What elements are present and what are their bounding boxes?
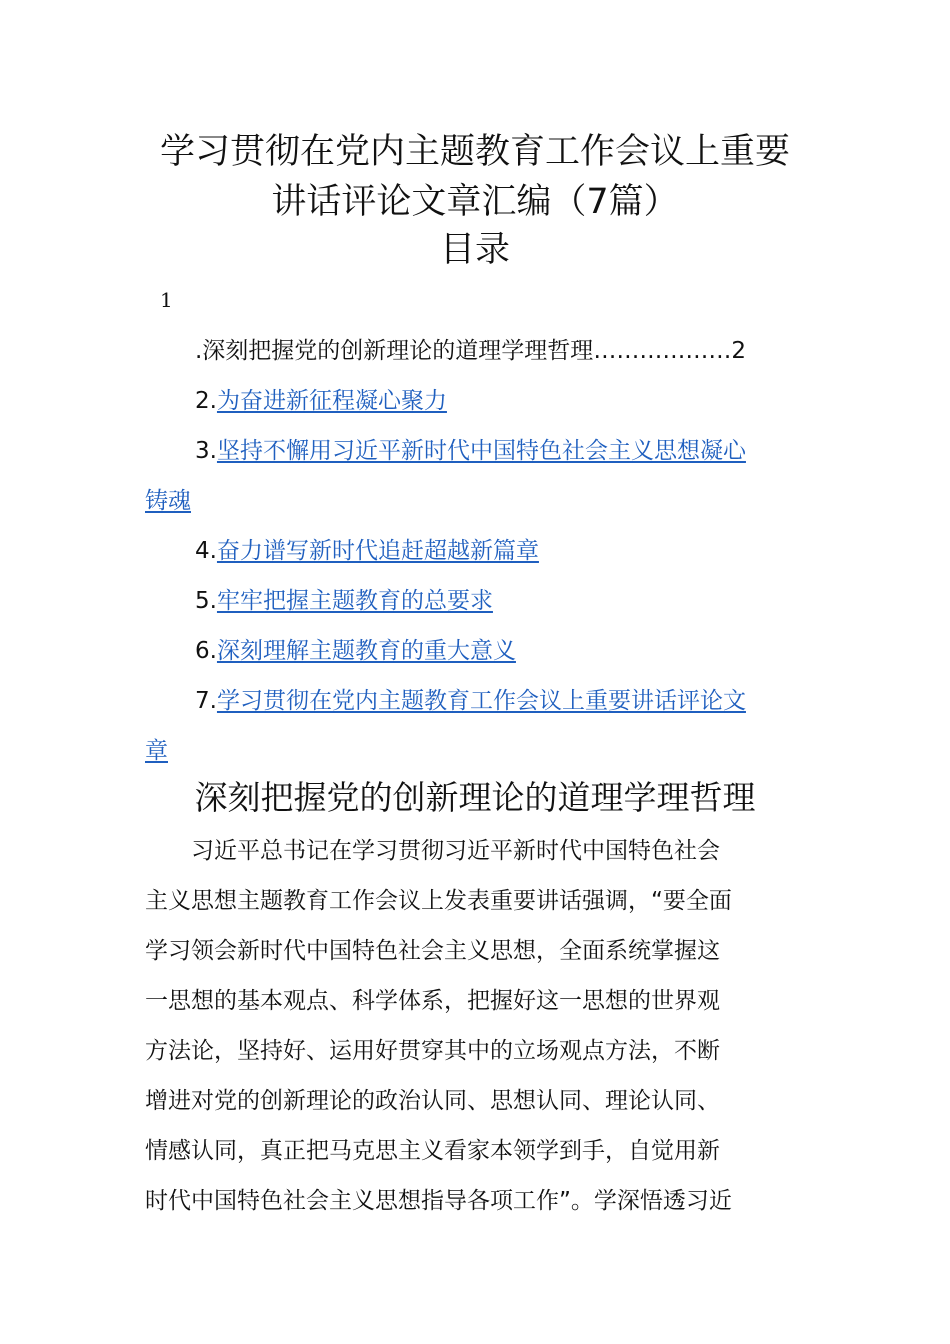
document-title-line-1: 学习贯彻在党内主题教育工作会议上重要	[159, 132, 790, 172]
body-text-line: 增进对党的创新理论的政治认同、思想认同、理论认同、	[145, 1088, 720, 1114]
toc-item-number: 5.	[195, 588, 217, 614]
body-text-line: 情感认同，真正把马克思主义看家本领学到手，自觉用新	[145, 1138, 720, 1164]
body-text-line: 主义思想主题教育工作会议上发表重要讲话强调，“要全面	[145, 888, 732, 914]
toc-item-5[interactable]	[145, 576, 815, 626]
body-text-line: 习近平总书记在学习贯彻习近平新时代中国特色社会	[191, 838, 720, 864]
toc-item-3[interactable]	[145, 426, 815, 476]
toc-item-number: 6.	[195, 638, 217, 664]
toc-link[interactable]: 深刻理解主题教育的重大意义	[216, 638, 516, 664]
toc-item-number: 3.	[195, 438, 217, 464]
toc-item-number: 7.	[195, 688, 217, 714]
toc-leader-dots: ………………	[593, 338, 732, 364]
toc-page-number: 2	[731, 338, 746, 364]
toc-link[interactable]: 坚持不懈用习近平新时代中国特色社会主义思想凝心	[216, 438, 746, 464]
toc-link[interactable]: 为奋进新征程凝心聚力	[216, 388, 447, 414]
body-text-line: 一思想的基本观点、科学体系，把握好这一思想的世界观	[145, 988, 720, 1014]
body-text-line: 学习领会新时代中国特色社会主义思想，全面系统掌握这	[145, 938, 720, 964]
toc-marker: 1	[160, 288, 173, 312]
toc-item-2[interactable]	[145, 376, 815, 426]
toc-heading: 目录	[439, 230, 510, 270]
toc-link-continued[interactable]: 铸魂	[145, 488, 191, 514]
toc-item-4[interactable]	[145, 526, 815, 576]
toc-item-number: 2.	[195, 388, 217, 414]
toc-item-3-continued[interactable]	[145, 476, 815, 526]
body-text-line: 时代中国特色社会主义思想指导各项工作”。学深悟透习近	[145, 1188, 732, 1214]
toc-item-number: 4.	[195, 538, 217, 564]
toc-item-7[interactable]	[145, 676, 815, 726]
toc-link[interactable]: 奋力谱写新时代追赶超越新篇章	[216, 538, 539, 564]
body-text-line: 方法论，坚持好、运用好贯穿其中的立场观点方法，不断	[145, 1038, 720, 1064]
toc-link[interactable]: 学习贯彻在党内主题教育工作会议上重要讲话评论文	[216, 688, 746, 714]
toc-item-text[interactable]: .深刻把握党的创新理论的道理学理哲理	[195, 338, 594, 364]
toc-link-continued[interactable]: 章	[145, 738, 168, 764]
toc-item-6[interactable]	[145, 626, 815, 676]
document-title-line-2: 讲话评论文章汇编（7篇）	[271, 182, 679, 222]
section-heading: 深刻把握党的创新理论的道理学理哲理	[194, 778, 756, 817]
toc-item-7-continued[interactable]	[145, 726, 815, 776]
toc-item-1[interactable]	[145, 326, 815, 376]
toc-link[interactable]: 牢牢把握主题教育的总要求	[216, 588, 493, 614]
